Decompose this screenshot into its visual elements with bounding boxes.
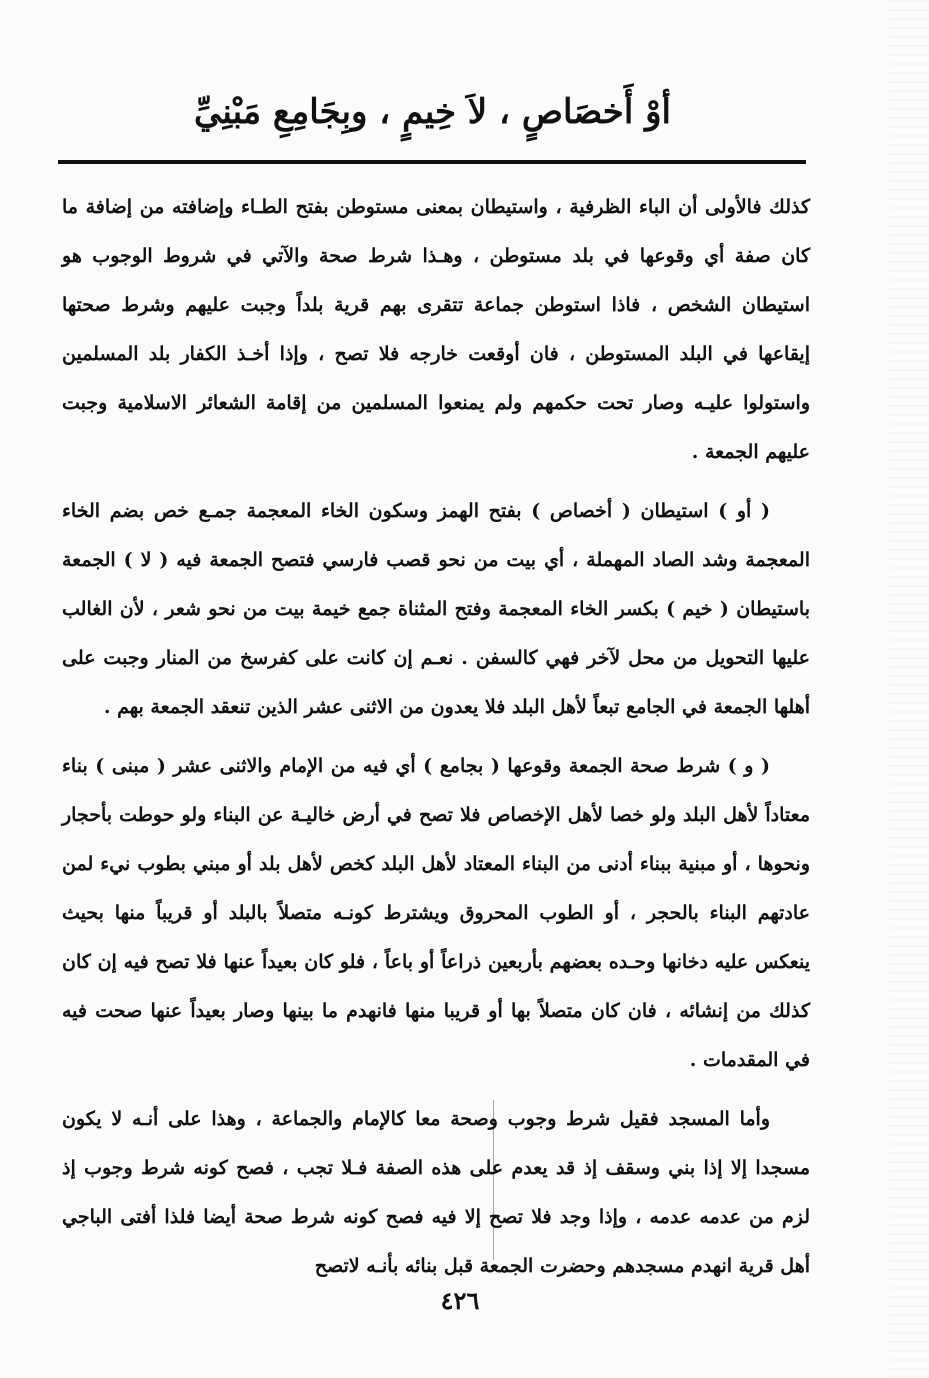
page-header-title: أوْ أَخصَاصٍ ، لاَ خِيمٍ ، وبِجَامِعِ مَبْنِيِّ [194, 92, 671, 132]
paragraph-1: كذلك فالأولى أن الباء الظرفية ، واستيطان بمعنى مستوطن بفتح الطـاء وإضافته من إضافة ما كان صفة أي وقوعها في بلد مستوطن ، وهـذا شرط صحة والآتي في شروط الوجوب هو استيطان الشخص ، فاذا استوطن جماعة تتقرى بهم قرية بلداً وجبت عليهم وشرط صحتها إيقاعها في البلد المستوطن ، فان أوقعت خارجه فلا تصح ، وإذا أخـذ الكفار بلد المسلمين واستولوا عليـه وصار تحت حكمهم ولم يمنعوا المسلمين من إقامة الشعائر الاسلامية وجبت عليهم الجمعة . [62, 196, 810, 463]
scan-fold-line [493, 1100, 494, 1260]
paragraph-3: ( و ) شرط صحة الجمعة وقوعها ( بجامع ) أي فيه من الإمام والاثنى عشر ( مبنى ) بناء معتاداً لأهل البلد ولو خصا لأهل الإخصاص فلا تصح في أرض خاليـة عن البناء ولو حوطت بأحجار ونحوها ، أو مبنية ببناء أدنى من البناء المعتاد لأهل البلد كخص لأهل بلد أو مبني بطوب نيء لمن عادتهم البناء بالحجر ، أو الطوب المحروق ويشترط كونـه متصلاً بالبلد أو قريباً منها بحيث ينعكس عليه دخانها وحـده بعضهم بأربعين ذراعاً أو باعاً ، فلو كان بعيداً عنها فلا تصح فيه إن كان كذلك من إنشائه ، فان كان متصلاً بها أو قريبا منها فانهدم ما بينها وصار بعيداً عنها صحت فيه في المقدمات . [62, 755, 810, 1071]
body-text [62, 183, 810, 1301]
header-divider [58, 160, 806, 164]
scan-noise [889, 0, 929, 1378]
paragraph-2: ( أو ) استيطان ( أخصاص ) بفتح الهمز وسكون الخاء المعجمة جمـع خص بضم الخاء المعجمة وشد الصاد المهملة ، أي بيت من نحو قصب فارسي فتصح الجمعة فيه ( لا ) الجمعة باستيطان ( خيم ) بكسر الخاء المعجمة وفتح المثناة جمع خيمة بيت من نحو شعر ، لأن الغالب عليها التحويل من محل لآخر فهي كالسفن . نعـم إن كانت على كفرسخ من المنار وجبت على أهلها الجمعة في الجامع تبعاً لأهل البلد فلا يعدون من الاثنى عشر الذين تنعقد الجمعة بهم . [62, 500, 810, 718]
page-number: ٤٢٦ [440, 1286, 480, 1315]
paragraph-4: وأما المسجد فقيل شرط وجوب وصحة معا كالإمام والجماعة ، وهذا على أنـه لا يكون مسجدا إلا إذا بني وسقف إذ قد يعدم على هذه الصفة فـلا تجب ، فصح كونه شرط وجوب إذ لزم من عدمه عدمه ، وإذا وجد فلا تصح إلا فيه فصح كونه شرط صحة أيضا فلذا أفتى الباجي أهل قرية انهدم مسجدهم وحضرت الجمعة قبل بنائه بأنـه لاتصح [62, 1108, 810, 1277]
